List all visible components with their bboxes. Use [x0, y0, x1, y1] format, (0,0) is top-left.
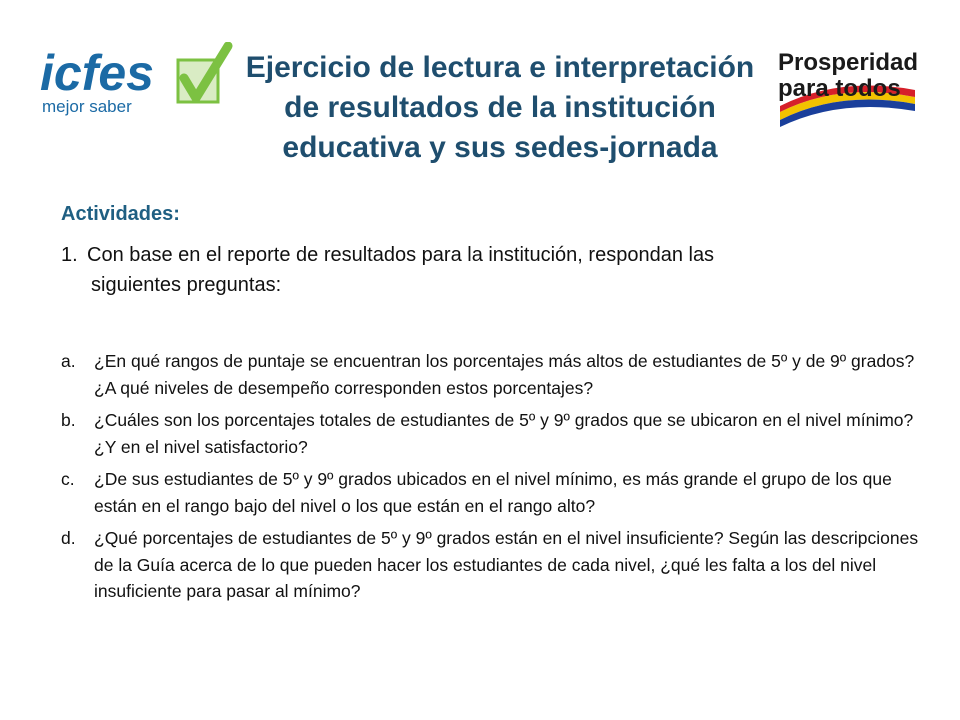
intro-number: 1.: [61, 244, 78, 266]
question-item: [61, 525, 921, 605]
title-line-3: educativa y sus sedes-jornada: [282, 131, 718, 164]
icfes-logo-tagline: mejor saber: [42, 97, 132, 116]
icfes-logo-text: icfes: [40, 45, 154, 101]
questions-list: [61, 348, 921, 611]
question-letter: b.: [61, 410, 76, 430]
prosperidad-line2: para todos: [778, 75, 901, 102]
question-letter: a.: [61, 351, 76, 371]
question-item: [61, 466, 921, 519]
question-letter: d.: [61, 528, 76, 548]
icfes-logo: [38, 42, 238, 122]
intro-paragraph: [61, 240, 861, 300]
slide-title: [210, 48, 790, 168]
intro-line-1: Con base en el reporte de resultados para la institución, respondan las: [87, 244, 715, 266]
question-letter: c.: [61, 469, 75, 489]
question-item: [61, 348, 921, 401]
title-line-1: Ejercicio de lectura e interpretación: [245, 51, 755, 84]
question-text: ¿De sus estudiantes de 5º y 9º grados ubicados en el nivel mínimo, es más grande el grupo de los que están en el rango bajo del nivel o los que están en el rango alto?: [94, 469, 892, 516]
intro-line-2: siguientes preguntas:: [91, 274, 282, 296]
question-item: [61, 407, 921, 460]
question-text: ¿Cuáles son los porcentajes totales de estudiantes de 5º y 9º grados que se ubicaron en el nivel mínimo? ¿Y en el nivel satisfactorio?: [94, 410, 914, 457]
prosperidad-line1: Prosperidad: [778, 49, 919, 76]
question-text: ¿Qué porcentajes de estudiantes de 5º y 9º grados están en el nivel insuficiente? Según las descripciones de la Guía acerca de lo que pueden hacer los estudiantes de cada nivel, ¿qué les falta a los del nivel insuficiente para pasar al mínimo?: [94, 528, 919, 601]
question-text: ¿En qué rangos de puntaje se encuentran los porcentajes más altos de estudiantes de 5º y de 9º grados? ¿A qué niveles de desempeño corresponden estos porcentajes?: [94, 351, 915, 398]
title-line-2: de resultados de la institución: [284, 91, 716, 124]
activities-heading: Actividades:: [61, 203, 180, 225]
prosperidad-logo: [770, 42, 920, 127]
